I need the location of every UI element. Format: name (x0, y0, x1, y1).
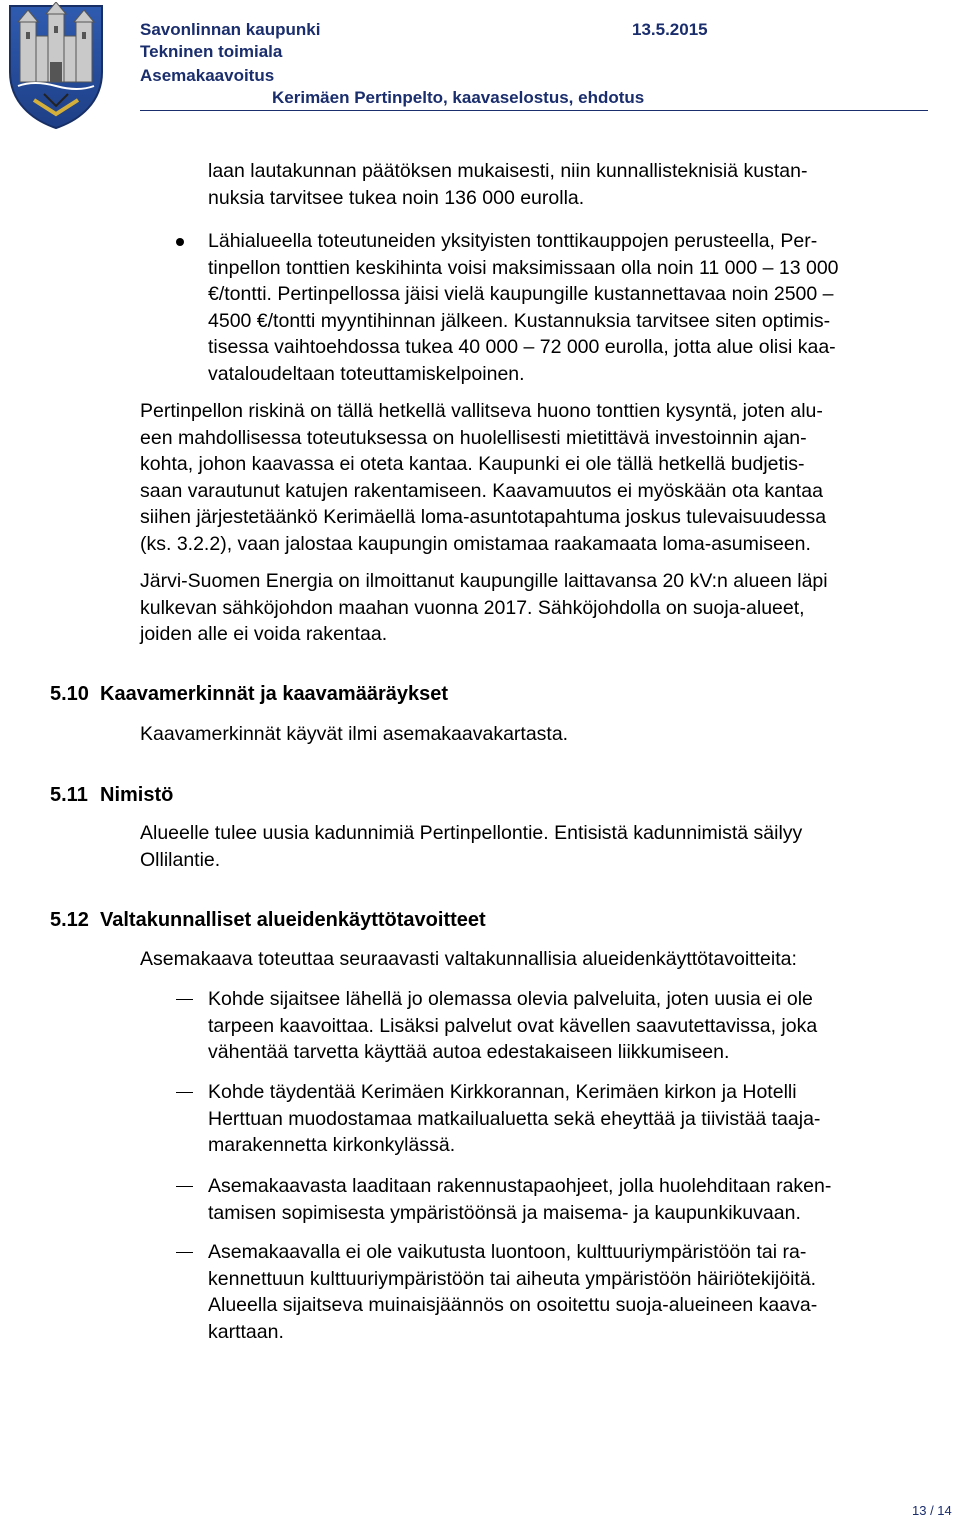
text-line: marakennetta kirkonkylässä. (208, 1134, 456, 1156)
text-line: kohta, johon kaavassa ei oteta kantaa. Kaupunki ei ole tällä hetkellä budjetis- (140, 453, 805, 475)
text-line: Lähialueella toteutuneiden yksityisten tonttikauppojen perusteella, Per- (208, 230, 818, 252)
text-line: €/tontti. Pertinpellossa jäisi vielä kaupungille kustannettavaa noin 2500 – (208, 283, 834, 305)
list-item (208, 986, 817, 1066)
text-line: kennettuun kulttuuriympäristöön tai aiheuta ympäristöön häiriötekijöitä. (208, 1267, 817, 1290)
text-line: Herttuan muodostamaa matkailualuetta sekä eheyttää ja tiivistää taaja- (208, 1107, 821, 1130)
text-line: tarpeen kaavoittaa. Lisäksi palvelut ovat kävellen saavutettavissa, joka (208, 1014, 818, 1037)
list-item (208, 1173, 831, 1226)
bullet-icon (176, 238, 184, 246)
text-line: Alueelle tulee uusia kadunnimiä Pertinpellontie. Entisistä kadunnimistä säilyy (140, 822, 803, 844)
page-number: 13 / 14 (912, 1503, 952, 1518)
text-line: Asemakaavasta laaditaan rakennustapaohjeet, jolla huolehditaan raken- (208, 1175, 832, 1197)
text-line: Asemakaavalla ei ole vaikutusta luontoon, kulttuuriympäristöön tai ra- (208, 1241, 807, 1263)
header-divider (140, 110, 928, 111)
text-line: Järvi-Suomen Energia on ilmoittanut kaupungille laittavansa 20 kV:n alueen läpi (140, 570, 828, 592)
section-text: Kaavamerkinnät käyvät ilmi asemakaavakartasta. (140, 723, 569, 745)
text-line: (ks. 3.2.2), vaan jalostaa kaupungin omistamaa raakamaata loma-asumiseen. (140, 532, 811, 555)
text-line: vähentää tarvetta käyttää autoa edestakaiseen liikkumiseen. (208, 1041, 730, 1063)
header-document-title: Kerimäen Pertinpelto, kaavaselostus, ehdotus (272, 88, 645, 107)
header-department: Tekninen toimiala (140, 42, 283, 61)
paragraph-risk (140, 398, 826, 557)
list-item (208, 1079, 820, 1159)
text-line: Alueella sijaitseva muinaisjäännös on osoitettu suoja-alueineen kaava- (208, 1294, 818, 1316)
continued-bullet-text (208, 158, 807, 211)
text-line: tisessa vaihtoehdossa tukea 40 000 – 72 000 eurolla, jotta alue olisi kaa- (208, 336, 836, 358)
section-text (140, 820, 802, 873)
text-line: Kohde sijaitsee lähellä jo olemassa olevia palveluita, joten uusia ei ole (208, 988, 813, 1010)
city-coat-of-arms-icon (4, 2, 108, 130)
section-intro: Asemakaava toteuttaa seuraavasti valtakunnallisia alueidenkäyttötavoitteita: (140, 948, 797, 970)
text-line: saan varautunut katujen rakentamiseen. Kaavamuutos ei myöskään ota kantaa (140, 479, 823, 502)
dash-bullet-icon (176, 1092, 193, 1093)
header-date: 13.5.2015 (632, 20, 708, 39)
bullet-text (208, 228, 839, 387)
list-item (208, 1239, 817, 1345)
header-unit: Asemakaavoitus (140, 66, 275, 85)
text-line: een mahdollisessa toteutuksessa on huolellisesti mietittävä investoinnin ajan- (140, 426, 807, 449)
section-number: 5.12 (50, 909, 89, 931)
text-line: laan lautakunnan päätöksen mukaisesti, niin kunnallisteknisiä kustan- (208, 160, 808, 182)
section-title: Nimistö (100, 784, 174, 806)
section-number: 5.11 (50, 784, 88, 806)
text-line: joiden alle ei voida rakentaa. (140, 623, 388, 645)
paragraph-energy (140, 568, 828, 648)
text-line: vataloudeltaan toteuttamiskelpoinen. (208, 362, 525, 385)
text-line: siihen järjestetäänkö Kerimäellä loma-asuntotapahtuma joskus tulevaisuudessa (140, 506, 827, 528)
section-title: Valtakunnalliset alueidenkäyttötavoitteet (100, 909, 486, 931)
dash-bullet-icon (176, 1252, 193, 1253)
text-line: karttaan. (208, 1320, 284, 1343)
text-line: Pertinpellon riskinä on tällä hetkellä vallitseva huono tonttien kysyntä, joten alu- (140, 400, 823, 422)
section-number: 5.10 (50, 683, 89, 705)
section-title: Kaavamerkinnät ja kaavamääräykset (100, 683, 449, 705)
text-line: Kohde täydentää Kerimäen Kirkkorannan, Kerimäen kirkon ja Hotelli (208, 1081, 797, 1103)
text-line: nuksia tarvitsee tukea noin 136 000 eurolla. (208, 186, 585, 209)
text-line: tinpellon tonttien keskihinta voisi maksimissaan olla noin 11 000 – 13 000 (208, 256, 839, 279)
text-line: tamisen sopimisesta ympäristöönsä ja maisema- ja kaupunkikuvaan. (208, 1201, 801, 1224)
text-line: Ollilantie. (140, 848, 221, 871)
text-line: kulkevan sähköjohdon maahan vuonna 2017. Sähköjohdolla on suoja-alueet, (140, 596, 805, 619)
dash-bullet-icon (176, 999, 193, 1000)
header-organization: Savonlinnan kaupunki (140, 20, 321, 39)
dash-bullet-icon (176, 1186, 193, 1187)
text-line: 4500 €/tontti myyntihinnan jälkeen. Kustannuksia tarvitsee siten optimis- (208, 309, 831, 332)
